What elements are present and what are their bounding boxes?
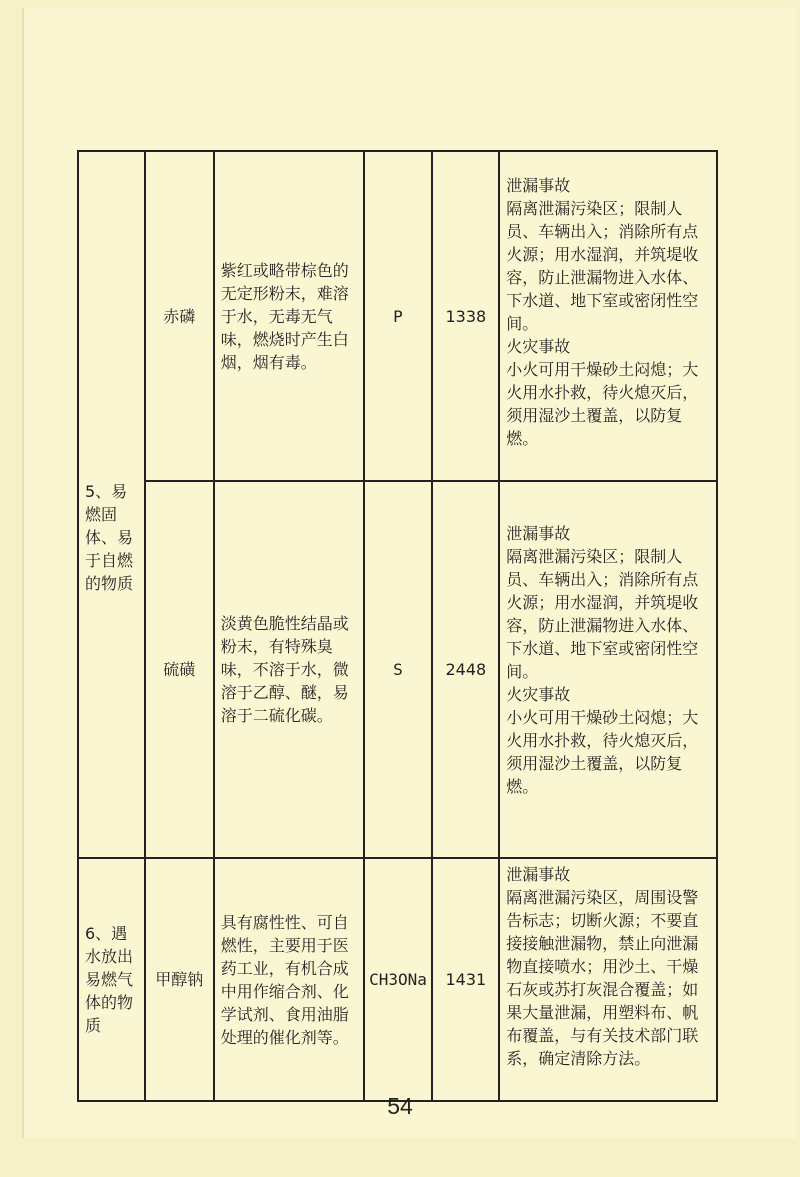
action-heading: 泄漏事故	[506, 176, 571, 195]
category-cell	[78, 858, 145, 1101]
table-row	[78, 858, 717, 1101]
substance-name: 硫磺	[145, 481, 214, 858]
un-number: 1431	[432, 858, 499, 1101]
action-heading: 泄漏事故	[506, 524, 571, 543]
table-row	[78, 151, 717, 481]
chemical-formula: S	[364, 481, 433, 858]
hazard-table	[77, 150, 718, 1102]
page-number: 54	[387, 1093, 413, 1119]
category-cell	[78, 151, 145, 858]
table-row	[78, 481, 717, 858]
action-heading: 泄漏事故	[506, 865, 571, 884]
action-text: 隔离泄漏污染区，周围设警告标志；切断火源；不要直接接触泄漏物，禁止向泄漏物直接喷水；用沙土、干燥石灰或苏打灰混合覆盖；如果大量泄漏，用塑料布、帆布覆盖，与有关技术部门联系，确定清除方法。	[506, 888, 699, 1068]
action-text: 隔离泄漏污染区；限制人员、车辆出入；消除所有点火源；用水湿润，并筑堤收容，防止泄漏物进入水体、下水道、地下室或密闭性空间。	[506, 199, 699, 333]
action-text: 隔离泄漏污染区；限制人员、车辆出入；消除所有点火源；用水湿润，并筑堤收容，防止泄漏物进入水体、下水道、地下室或密闭性空间。	[506, 547, 699, 681]
substance-name: 甲醇钠	[145, 858, 214, 1101]
substance-description: 紫红或略带棕色的无定形粉末，难溶于水，无毒无气味，燃烧时产生白烟，烟有毒。	[214, 151, 364, 481]
substance-description: 具有腐性性、可自燃性，主要用于医药工业，有机合成中用作缩合剂、化学试剂、食用油脂处理的催化剂等。	[214, 858, 364, 1101]
action-text: 小火可用干燥砂土闷熄；大火用水扑救，待火熄灭后，须用湿沙土覆盖，以防复燃。	[506, 708, 699, 796]
chemical-formula: CH3ONa	[364, 858, 433, 1101]
un-number: 2448	[432, 481, 499, 858]
substance-name: 赤磷	[145, 151, 214, 481]
category-text: 6、遇水放出易燃气体的物质	[85, 924, 134, 1035]
emergency-actions	[499, 151, 717, 481]
action-heading: 火灾事故	[506, 337, 571, 356]
action-text: 小火可用干燥砂土闷熄；大火用水扑救，待火熄灭后，须用湿沙土覆盖，以防复燃。	[506, 360, 699, 448]
category-text: 5、易燃固体、易于自燃的物质	[85, 482, 134, 593]
substance-description: 淡黄色脆性结晶或粉末，有特殊臭味，不溶于水，微溶于乙醇、醚，易溶于二硫化碳。	[214, 481, 364, 858]
emergency-actions	[499, 481, 717, 858]
emergency-actions	[499, 858, 717, 1101]
action-heading: 火灾事故	[506, 685, 571, 704]
chemical-formula: P	[364, 151, 433, 481]
un-number: 1338	[432, 151, 499, 481]
